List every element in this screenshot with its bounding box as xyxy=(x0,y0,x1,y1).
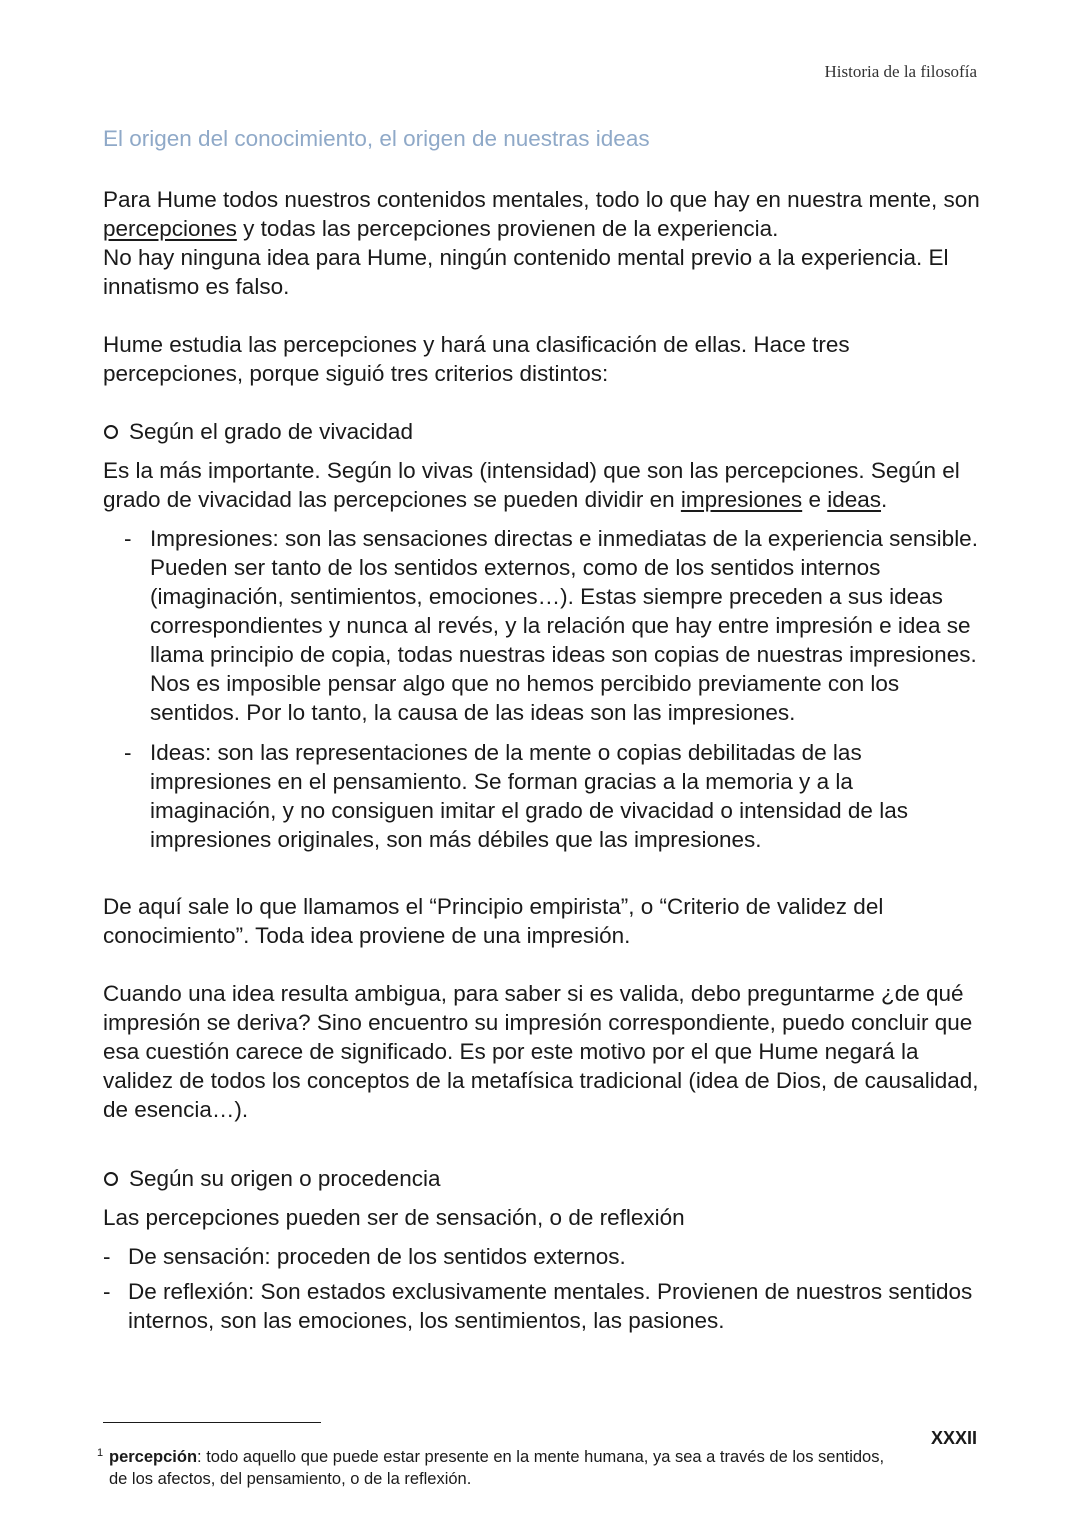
criterion-intro: Las percepciones pueden ser de sensación, o de reflexión xyxy=(103,1205,685,1230)
footnote-definition: : todo aquello que puede estar presente en la mente humana, ya sea a través de los sentidos, de los afectos, del pensamiento, o de la reflexión. xyxy=(109,1448,885,1488)
intro-text: y todas las percepciones provienen de la experiencia. xyxy=(236,216,779,241)
list-item xyxy=(103,1277,983,1335)
page-content xyxy=(103,124,983,1346)
circle-bullet-icon xyxy=(104,1172,118,1186)
list-item-text: Impresiones: son las sensaciones directas e inmediatas de la experiencia sensible. Pueden ser tanto de los sentidos externos, como de los sentidos internos (imaginación, sentimientos, emociones…). Estas siempre preceden a sus ideas correspondientes y nunca al revés, y la relación que hay entre impresión e idea se llama principio de copia, todas nuestras ideas son copias de nuestras impresiones. Nos es imposible pensar algo que no hemos percibido previamente con los sentidos. Por lo tanto, la causa de las ideas son las impresiones. xyxy=(150,526,978,725)
section-title: El origen del conocimiento, el origen de nuestras ideas xyxy=(103,126,650,151)
list-item-text: Ideas: son las representaciones de la mente o copias debilitadas de las impresiones en el pensamiento. Se forman gracias a la memoria y a la imaginación, y no consiguen imitar el grado de vivacidad o intensidad de las impresiones originales, son más débiles que las impresiones. xyxy=(150,740,908,852)
origin-list xyxy=(103,1242,983,1335)
ambiguous-idea-paragraph: Cuando una idea resulta ambigua, para saber si es valida, debo preguntarme ¿de qué impresión se deriva? Sino encuentro su impresión correspondiente, puedo concluir que esa cuestión carece de significado. Es por este motivo por el que Hume negará la validez de todos los conceptos de la metafísica tradicional (idea de Dios, de causalidad, de esencia…). xyxy=(103,981,979,1122)
empiricist-principle-paragraph: De aquí sale lo que llamamos el “Principio empirista”, o “Criterio de validez del conocimiento”. Toda idea proviene de una impresión. xyxy=(103,894,884,948)
criterion-heading-origin xyxy=(103,1164,983,1193)
footnote-text xyxy=(103,1446,903,1490)
footnote-link-percepciones[interactable]: percepciones xyxy=(103,216,237,241)
criterion-title: Según su origen o procedencia xyxy=(129,1166,441,1191)
circle-bullet-icon xyxy=(104,425,118,439)
criterion-intro-text: . xyxy=(881,487,888,512)
list-item xyxy=(124,738,983,854)
footnote-term: percepción xyxy=(109,1448,198,1466)
footnote-number: 1 xyxy=(97,1447,104,1459)
dash-bullet: - xyxy=(124,526,132,551)
dash-bullet: - xyxy=(124,740,132,765)
footnote xyxy=(97,1446,903,1490)
footnote-divider xyxy=(103,1422,321,1423)
intro-paragraph-2: Hume estudia las percepciones y hará una clasificación de ellas. Hace tres percepciones, porque siguió tres criterios distintos: xyxy=(103,332,850,386)
underlined-term-impresiones: impresiones xyxy=(680,487,803,512)
dash-bullet: - xyxy=(103,1244,111,1269)
criterion-intro-text: e xyxy=(802,487,828,512)
list-item-text: De sensación: proceden de los sentidos externos. xyxy=(128,1244,626,1269)
criterion-intro-text: Es la más importante. Según lo vivas (intensidad) que son las percepciones. Según el grado de vivacidad las percepciones se pueden dividir en xyxy=(103,458,960,512)
underlined-term-ideas: ideas xyxy=(827,487,882,512)
list-item xyxy=(103,1242,983,1271)
list-item xyxy=(124,524,983,727)
criterion-title: Según el grado de vivacidad xyxy=(129,419,413,444)
dash-bullet: - xyxy=(103,1279,111,1304)
vivacity-list xyxy=(124,524,983,854)
criterion-heading-vivacity xyxy=(103,417,983,446)
criterion-intro xyxy=(103,456,983,514)
list-item-text: De reflexión: Son estados exclusivamente mentales. Provienen de nuestros sentidos internos, son las emociones, los sentimientos, las pasiones. xyxy=(128,1279,973,1333)
intro-paragraph-1 xyxy=(103,185,983,301)
intro-text: No hay ninguna idea para Hume, ningún contenido mental previo a la experiencia. El innatismo es falso. xyxy=(103,245,949,299)
running-head: Historia de la filosofía xyxy=(824,62,977,81)
page-number: XXXII xyxy=(930,1428,977,1448)
intro-text: Para Hume todos nuestros contenidos mentales, todo lo que hay en nuestra mente, son xyxy=(103,187,980,212)
